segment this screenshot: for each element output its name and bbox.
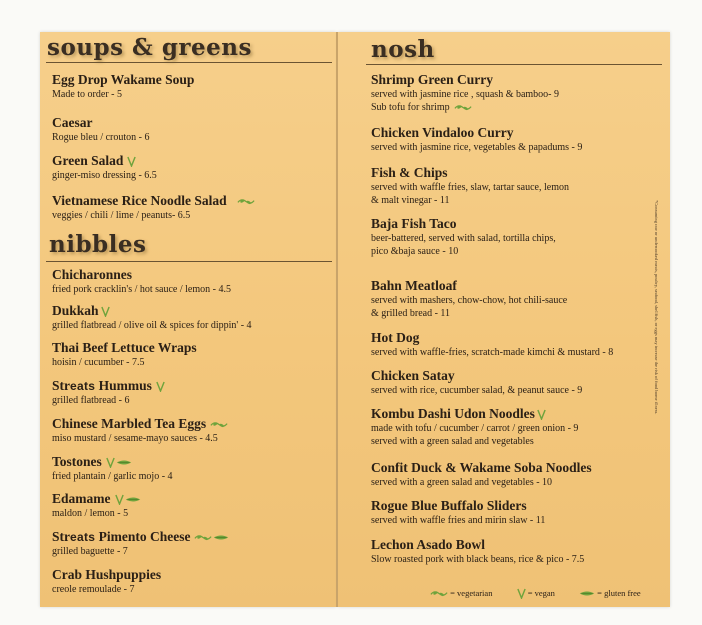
item-description-2: served with a green salad and vegetables (371, 436, 534, 447)
menu-item-udon-noodles (371, 406, 578, 448)
menu-item-chicken-satay (371, 368, 582, 397)
item-name: Baja Fish Taco (371, 216, 457, 231)
item-name: Crab Hushpuppies (52, 567, 162, 582)
item-description: veggies / chili / lime / peanuts- 6.5 (52, 210, 191, 221)
item-name: Chinese Marbled Tea Eggs (52, 416, 207, 431)
item-description: hoisin / cucumber - 7.5 (52, 357, 145, 368)
menu-item-chicharonnes (52, 267, 231, 296)
item-description: served with waffle fries and mirin slaw - 11 (371, 515, 546, 526)
item-description: grilled flatbread / olive oil & spices for dippin' - 4 (52, 320, 252, 331)
menu-item-bahn-meatloaf (371, 278, 567, 320)
section-divider (366, 64, 662, 65)
item-name-suffix: Pimento Cheese (95, 529, 191, 544)
item-name: Caesar (52, 115, 93, 130)
menu-item-green-salad (52, 153, 157, 182)
item-description: served with jasmine rice, vegetables & papadums - 9 (371, 142, 583, 153)
item-name: Kombu Dashi Udon Noodles (371, 406, 535, 421)
item-description: served with a green salad and vegetables - 10 (371, 477, 553, 488)
item-name: Chicken Satay (371, 368, 455, 383)
vegetarian-icon (454, 103, 472, 112)
menu-item-thai-beef-wraps (52, 340, 197, 369)
section-title-nosh: nosh (371, 36, 435, 63)
item-name: Confit Duck & Wakame Soba Noodles (371, 460, 592, 475)
item-name: Thai Beef Lettuce Wraps (52, 340, 197, 355)
gluten-free-icon (579, 590, 595, 597)
item-description: Made to order - 5 (52, 89, 122, 100)
item-name: Lechon Asado Bowl (371, 537, 486, 552)
legend-vegan: = vegan (527, 588, 555, 599)
section-title-soups-greens: soups & greens (47, 34, 252, 61)
item-description-2: Sub tofu for shrimp (371, 102, 450, 113)
gluten-free-icon (213, 534, 229, 541)
item-name: Bahn Meatloaf (371, 278, 457, 293)
menu-item-crab-hushpuppies (52, 567, 161, 596)
item-description: fried plantain / garlic mojo - 4 (52, 471, 173, 482)
menu-item-dukkah (52, 303, 252, 332)
item-description-2: & grilled bread - 11 (371, 308, 451, 319)
menu-item-lechon-asado-bowl (371, 537, 584, 566)
item-name: Edamame (52, 491, 111, 506)
vegetarian-icon (210, 420, 228, 429)
item-description: served with rice, cucumber salad, & peanut sauce - 9 (371, 385, 583, 396)
menu-item-fish-chips (371, 165, 569, 207)
vegetarian-icon (237, 197, 255, 206)
item-name: Shrimp Green Curry (371, 72, 493, 87)
vegetarian-icon (194, 533, 212, 542)
item-description: Rogue bleu / crouton - 6 (52, 132, 150, 143)
gluten-free-icon (116, 459, 132, 466)
item-name: Dukkah (52, 303, 99, 318)
item-description: maldon / lemon - 5 (52, 508, 129, 519)
vegan-icon (101, 306, 110, 317)
item-description: Slow roasted pork with black beans, rice & pico - 7.5 (371, 554, 585, 565)
menu-item-streats-hummus (52, 378, 165, 407)
vegan-icon (127, 156, 136, 167)
item-name: Egg Drop Wakame Soup (52, 72, 195, 87)
menu-item-tea-eggs (52, 416, 228, 445)
item-name-suffix: Hummus (95, 378, 152, 393)
disclaimer-note (650, 200, 662, 470)
legend-vegetarian: = vegetarian (450, 588, 493, 599)
item-name: Fish & Chips (371, 165, 448, 180)
menu-item-baja-fish-taco (371, 216, 556, 258)
menu-item-vietnamese-noodle-salad (52, 193, 255, 222)
item-name: Green Salad (52, 153, 124, 168)
item-description: fried pork cracklin's / hot sauce / lemon - 4.5 (52, 284, 231, 295)
item-description: grilled flatbread - 6 (52, 395, 130, 406)
vegetarian-icon (430, 589, 448, 598)
vegan-icon (537, 409, 546, 420)
menu-item-edamame (52, 491, 141, 520)
item-description: miso mustard / sesame-mayo sauces - 4.5 (52, 433, 218, 444)
section-title-nibbles: nibbles (49, 231, 147, 258)
item-name-prefix: Str (52, 529, 70, 544)
disclaimer-text: *Consuming raw or undercooked meats, poultry, seafood, shellfish, or eggs may increase the risk of food borne illness. (654, 200, 659, 415)
item-description: beer-battered, served with salad, tortilla chips, (371, 233, 556, 244)
section-divider (46, 261, 332, 262)
item-name: Chicharonnes (52, 267, 133, 282)
item-description: ginger-miso dressing - 6.5 (52, 170, 157, 181)
vegan-icon (156, 381, 165, 392)
item-name: Vietnamese Rice Noodle Salad (52, 193, 227, 208)
menu-fold (336, 32, 338, 607)
section-divider (46, 62, 332, 63)
vegan-icon (106, 457, 115, 468)
legend-gluten-free: = gluten free (597, 588, 641, 599)
item-name-brand: eats (70, 530, 96, 544)
item-name: Tostones (52, 454, 102, 469)
gluten-free-icon (125, 496, 141, 503)
menu-item-shrimp-green-curry (371, 72, 559, 114)
menu-item-egg-drop-soup (52, 72, 194, 101)
item-description: made with tofu / cucumber / carrot / green onion - 9 (371, 423, 579, 434)
menu-item-tostones (52, 454, 173, 483)
menu-item-buffalo-sliders (371, 498, 545, 527)
item-description: grilled baguette - 7 (52, 546, 128, 557)
item-description: creole remoulade - 7 (52, 584, 135, 595)
item-description: served with waffle fries, slaw, tartar sauce, lemon (371, 182, 569, 193)
menu-item-confit-duck-soba (371, 460, 592, 489)
item-description-2: & malt vinegar - 11 (371, 195, 450, 206)
menu-item-caesar (52, 115, 149, 144)
vegan-icon (517, 588, 526, 599)
item-description: served with mashers, chow-chow, hot chili-sauce (371, 295, 568, 306)
item-description: served with waffle-fries, scratch-made kimchi & mustard - 8 (371, 347, 614, 358)
item-name-prefix: Str (52, 378, 70, 393)
item-description: served with jasmine rice , squash & bamboo- 9 (371, 89, 560, 100)
item-description-2: pico &baja sauce - 10 (371, 246, 459, 257)
menu-item-chicken-vindaloo (371, 125, 582, 154)
dietary-legend (430, 587, 641, 599)
item-name-brand: eats (70, 379, 96, 393)
vegan-icon (115, 494, 124, 505)
item-name: Hot Dog (371, 330, 420, 345)
menu-item-hot-dog (371, 330, 613, 359)
item-name: Rogue Blue Buffalo Sliders (371, 498, 527, 513)
menu-item-streats-pimento-cheese (52, 529, 229, 558)
item-name: Chicken Vindaloo Curry (371, 125, 514, 140)
